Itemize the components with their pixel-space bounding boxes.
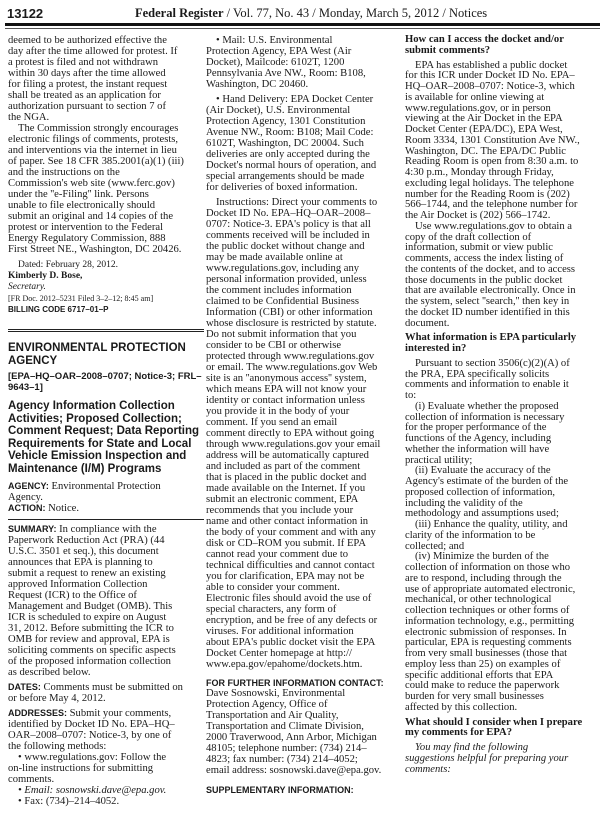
text-line: (i) Evaluate whether the proposed xyxy=(415,400,559,412)
text-line: • Email: sosnowski.dave@epa.gov. xyxy=(18,785,167,796)
text-line: number for the Reading Room is (202) xyxy=(405,188,570,200)
question-heading xyxy=(405,718,605,740)
paragraph xyxy=(405,222,605,330)
question-heading xyxy=(405,333,605,355)
list-item xyxy=(405,466,605,520)
text-line: Pennsylvania Ave NW., Room: B108, xyxy=(206,68,366,79)
text-line: from very small businesses (those that xyxy=(405,648,568,659)
text-line: or email. The www.regulations.gov Web xyxy=(206,362,378,373)
text-line: (iii) Enhance the quality, utility, and xyxy=(415,519,568,530)
text-line: email address: sosnowski.dave@epa.gov. xyxy=(206,765,382,776)
text-line: 566–1744, and the telephone number for xyxy=(405,199,578,211)
text-line: comments. xyxy=(8,774,55,785)
text-line: the NGA. xyxy=(8,112,50,123)
text-line: How can I access the docket and/or xyxy=(405,34,564,45)
text-line: Transportation and Air Quality, xyxy=(206,710,339,721)
text-line: • Fax: (734)–214–4052. xyxy=(18,796,120,807)
text-line: Request (ICR) to the Office of xyxy=(8,590,137,601)
text-line: electronic submission of responses. In xyxy=(405,626,567,638)
text-line: OAR–2008–0707: Notice-3, by one of xyxy=(8,730,172,741)
text-line: ENVIRONMENTAL PROTECTION xyxy=(8,342,186,354)
text-line: • Hand Delivery: EPA Docket Center xyxy=(216,94,374,105)
text-line: mechanical, or other technological xyxy=(405,594,552,606)
text-line: comments, access the index listing of xyxy=(405,253,564,264)
contact-field xyxy=(206,678,402,776)
paragraph xyxy=(8,35,204,123)
list-item xyxy=(405,402,605,467)
text-line: 6102T, Washington, DC 20004. Such xyxy=(206,138,364,149)
text-line: approved Information Collection xyxy=(8,579,148,590)
text-line: Comment Request; Data Reporting xyxy=(8,425,200,437)
text-line: those documents in the public docket xyxy=(405,274,563,286)
text-line: methodology and assumptions used; xyxy=(405,508,559,520)
text-line: 4:30 p.m., Monday through Friday, xyxy=(405,167,554,178)
text-line: comments received will be included in xyxy=(206,230,370,241)
text-line: functions of the Agency, including xyxy=(405,433,552,444)
text-line xyxy=(8,481,204,492)
text-line: • Mail: U.S. Environmental xyxy=(216,35,333,46)
text-line: submit a request to renew an existing xyxy=(8,568,166,579)
text-line: (ii) Evaluate the accuracy of the xyxy=(415,465,551,477)
text-line: Requirements for State and Local xyxy=(8,437,192,450)
text-line: The Commission strongly encourages xyxy=(18,123,179,134)
text-line: interested in? xyxy=(405,343,467,354)
dates-field xyxy=(8,682,204,704)
field-text: Comments must be submitted on xyxy=(40,682,183,693)
text-line: identified by Docket ID No. EPA–HQ– xyxy=(8,719,175,730)
text-line: 2000 Traverwood, Ann Arbor, Michigan xyxy=(206,732,377,743)
text-line: Information (CBI) or other information xyxy=(206,307,373,318)
text-line: Vehicle Emission Inspection and xyxy=(8,450,187,462)
summary-field xyxy=(8,524,204,678)
text-line xyxy=(8,708,204,719)
text-line: or before May 4, 2012. xyxy=(8,693,106,704)
text-line: is available for online viewing at xyxy=(405,91,545,103)
journal-name: Federal Register xyxy=(135,6,224,20)
text-line: claimed to be Confidential Business xyxy=(206,296,359,307)
text-line: EPA has established a public docket xyxy=(415,59,568,71)
text-line: day after the time allowed for protest. If xyxy=(8,46,178,57)
text-line: for the proper performance of the xyxy=(405,422,547,434)
issue-info: / Vol. 77, No. 43 / Monday, March 5, 2012 / Notices xyxy=(223,6,488,20)
text-line: identity or contact information unless xyxy=(206,395,365,406)
text-line xyxy=(8,524,204,535)
column-left xyxy=(8,35,204,807)
text-line: U.S.C. 3501 et seq.), this document xyxy=(8,546,159,557)
question-heading xyxy=(405,35,605,57)
paragraph xyxy=(8,123,204,255)
field-label: ADDRESSES: xyxy=(8,708,68,718)
text-line: announces that EPA is planning to xyxy=(8,557,153,568)
fr-doc-line: [FR Doc. 2012–5231 Filed 3–2–12; 8:45 am] xyxy=(8,294,154,303)
header-rule-thin xyxy=(5,28,600,29)
text-line: affected by this collection. xyxy=(405,701,518,713)
text-line: able to consider your comment. xyxy=(206,582,340,593)
text-line: document. xyxy=(405,317,450,329)
text-line: Protection Agency, 1301 Constitution xyxy=(206,116,366,127)
text-line: use of appropriate automated electronic, xyxy=(405,583,576,595)
text-line: Docket), Mailcode: 6102T, 1200 xyxy=(206,57,345,68)
text-line: Transportation and Climate Division, xyxy=(206,721,364,732)
text-line: name and other contact information in xyxy=(206,516,369,527)
agency-heading xyxy=(8,342,204,367)
text-line: to: xyxy=(405,390,417,401)
text-line: submit an original and 14 copies of the xyxy=(8,211,174,222)
text-line: Protection Agency, EPA West (Air xyxy=(206,46,352,57)
text-line: soliciting comments on specific aspects xyxy=(8,645,176,656)
field-text: Environmental Protection xyxy=(48,481,161,492)
text-line: for this ICR under Docket ID No. EPA– xyxy=(405,70,575,82)
text-line: site is an ''anonymous access'' system, xyxy=(206,373,367,384)
text-line: Washington, DC 20460. xyxy=(206,79,309,90)
text-line: technical difficulties and cannot contact xyxy=(206,560,375,571)
text-line: (iv) Minimize the burden of the xyxy=(415,551,549,563)
text-line: a protest is filed and not withdrawn xyxy=(8,57,159,68)
paragraph xyxy=(405,359,605,402)
text-line: Commission's web site (www.ferc.gov) xyxy=(8,178,175,189)
text-line: and interventions via the internet in lieu xyxy=(8,145,177,156)
text-line: within 30 days after the time allowed xyxy=(8,68,166,79)
running-head xyxy=(135,6,487,21)
page-number: 13122 xyxy=(7,6,44,21)
text-line: 4823; fax number: (734) 214–4052; xyxy=(206,754,358,765)
text-line: submit comments? xyxy=(405,44,491,56)
text-line: comments and information to enable it xyxy=(405,379,569,391)
text-line: Docket's normal hours of operation, and xyxy=(206,160,377,171)
text-line: viruses. For additional information xyxy=(206,626,354,637)
text-line: 9643–1] xyxy=(8,382,43,393)
text-line: consider to be CBI or otherwise xyxy=(206,340,342,351)
list-item xyxy=(405,552,605,713)
text-line: copy of the draft collection of xyxy=(405,231,532,243)
header-rule xyxy=(5,23,600,26)
text-line: www.epa.gov/epahome/dockets.htm. xyxy=(206,659,363,670)
text-line: particular, EPA is requesting comments xyxy=(405,637,572,649)
text-line: through www.regulations.gov your email xyxy=(206,439,381,450)
text-line: of the proposed information collection xyxy=(8,656,171,667)
text-line: may be made available online at xyxy=(206,252,343,263)
text-line: Instructions: Direct your comments to xyxy=(216,197,378,208)
text-line: could make to reduce the paperwork xyxy=(405,680,560,692)
text-line: First Street NE., Washington, DC 20426. xyxy=(8,244,182,255)
text-line: suggestions helpful for preparing your xyxy=(405,752,569,764)
text-line: address will be automatically captured xyxy=(206,450,369,461)
text-line: protected through www.regulations.gov xyxy=(206,351,375,362)
billing-code: BILLING CODE 6717–01–P xyxy=(8,305,109,314)
text-line: Docket Center (EPA/DC), EPA West, xyxy=(405,124,563,135)
instructions-paragraph xyxy=(206,197,402,670)
dated-line: Dated: February 28, 2012. xyxy=(18,260,118,270)
text-line: whether the information will have xyxy=(405,443,550,455)
text-line: You may find the following xyxy=(415,742,529,753)
text-line: proposed collection of information, xyxy=(405,486,556,498)
text-line: What information is EPA particularly xyxy=(405,332,577,344)
text-line: you for clarification, EPA may not be xyxy=(206,571,365,582)
text-line: Avenue NW., Room: B108; Mail Code: xyxy=(206,127,374,138)
text-line xyxy=(8,503,204,514)
text-line: 31, 2012. Before submitting the ICR to xyxy=(8,623,174,634)
text-line: disk or CD–ROM you submit. If EPA xyxy=(206,538,367,549)
divider xyxy=(8,519,204,520)
text-line: Agency's estimate of the burden of the xyxy=(405,476,569,487)
text-line: about EPA's public docket visit the EPA xyxy=(206,637,376,648)
text-line: you provide it in the body of your xyxy=(206,406,350,417)
text-line: burden for very small businesses xyxy=(405,691,544,702)
text-line: HQ–OAR–2008–0707: Notice-3, which xyxy=(405,81,575,92)
text-line: ICR is scheduled to expire on August xyxy=(8,612,167,623)
text-line: • www.regulations.gov: Follow the xyxy=(18,752,167,763)
text-line: are to respond, including through the xyxy=(405,572,562,584)
text-line: cannot read your comment due to xyxy=(206,549,349,560)
text-line: collection of information on those who xyxy=(405,562,571,573)
text-line: practical utility; xyxy=(405,454,473,466)
text-line: 0707: Notice-3. EPA's policy is that all xyxy=(206,219,371,230)
text-line: Room 3334, 1301 Constitution Ave NW., xyxy=(405,134,580,146)
text-line: Pursuant to section 3506(c)(2)(A) of xyxy=(415,357,570,369)
signer-name: Kimberly D. Bose, xyxy=(8,271,83,281)
field-text: In compliance with the xyxy=(56,524,157,535)
text-line: the comment includes information xyxy=(206,285,352,296)
text-line: that is placed in the public docket and xyxy=(206,472,367,483)
bullet-web xyxy=(8,752,204,785)
text-line: (Air Docket), U.S. Environmental xyxy=(206,105,351,116)
text-line: that are available electronically. Once in xyxy=(405,285,576,297)
text-line: www.regulations.gov, including any xyxy=(206,263,360,274)
column-right xyxy=(405,35,605,775)
text-line: collected; and xyxy=(405,540,465,552)
text-line: the system, select ''search,'' then key in xyxy=(405,296,570,307)
text-line: viewing at the Air Docket in the EPA xyxy=(405,113,563,125)
text-line: Agency. xyxy=(8,492,43,503)
text-line: Maintenance (I/M) Programs xyxy=(8,462,162,475)
text-line: Washington, DC. The EPA/DC Public xyxy=(405,145,567,157)
text-line: Docket Center homepage at http:// xyxy=(206,648,352,659)
text-line: collection of information is necessary xyxy=(405,411,565,423)
text-line: Use www.regulations.gov to obtain a xyxy=(415,220,573,232)
field-label: SUMMARY: xyxy=(8,524,57,534)
text-line: which means EPA will not know your xyxy=(206,384,367,395)
text-line: excluding legal holidays. The telephone xyxy=(405,177,574,189)
field-text: Notice. xyxy=(45,503,80,514)
text-line: comment directly to EPA without going xyxy=(206,428,375,439)
text-line: [EPA–HQ–OAR–2008–0707; Notice-3; FRL– xyxy=(8,371,202,382)
section-divider xyxy=(8,329,204,332)
text-line: the following methods: xyxy=(8,741,107,752)
text-line: deliveries are only accepted during the xyxy=(206,149,370,160)
text-line: the contents of the docket, and to access xyxy=(405,263,576,275)
text-line: Energy Regulatory Commission, 888 xyxy=(8,233,166,244)
text-line: for deliveries of boxed information. xyxy=(206,182,358,193)
text-line: Do not submit information that you xyxy=(206,329,357,340)
text-line: employ less than 25) on examples of xyxy=(405,658,561,670)
paragraph xyxy=(405,743,605,775)
supplementary-label: SUPPLEMENTARY INFORMATION: xyxy=(206,785,354,795)
docket-number xyxy=(8,371,204,393)
text-line: Reading Room is open from 8:30 a.m. to xyxy=(405,156,579,168)
text-line: 48105; telephone number: (734) 214– xyxy=(206,743,367,754)
addresses-field xyxy=(8,708,204,752)
text-line: on-line instructions for submitting xyxy=(8,763,154,774)
text-line: my comments for EPA? xyxy=(405,727,512,739)
text-line: information technology, e.g., permitting xyxy=(405,615,575,627)
text-line: under the ''e-Filing'' link. Persons xyxy=(8,189,149,200)
paragraph xyxy=(405,61,605,222)
text-line: Activities; Proposed Collection; xyxy=(8,412,182,425)
text-line: protest or intervention to the Federal xyxy=(8,222,164,233)
agency-field xyxy=(8,481,204,503)
text-line: Management and Budget (OMB). This xyxy=(8,601,173,612)
field-text: Submit your comments, xyxy=(67,708,172,719)
text-line: special characters, any form of xyxy=(206,604,337,615)
text-line: Protection Agency, Office of xyxy=(206,699,328,710)
text-line: recommends that you include your xyxy=(206,505,354,516)
text-line: special arrangements should be made xyxy=(206,171,365,182)
bullet-fax xyxy=(8,796,204,807)
text-line: clarity of the information to be xyxy=(405,529,536,541)
text-line: submit an electronic comment, EPA xyxy=(206,494,359,505)
text-line: collection techniques or other forms of xyxy=(405,605,570,616)
bullet-hand-delivery xyxy=(206,94,402,193)
text-line: Paperwork Reduction Act (PRA) (44 xyxy=(8,535,165,546)
text-line: electronic filings of comments, protests, xyxy=(8,134,179,145)
text-line: of paper. See 18 CFR 385.2001(a)(1) (iii) xyxy=(8,156,184,167)
text-line: specific additional efforts that EPA xyxy=(405,669,554,681)
column-middle xyxy=(206,35,402,795)
text-line: Dave Sosnowski, Environmental xyxy=(206,688,346,699)
text-line: the PRA, EPA specifically solicits xyxy=(405,368,550,380)
signer-title: Secretary. xyxy=(8,282,46,292)
text-line: and the instructions on the xyxy=(8,167,120,178)
text-line: comment. If you send an email xyxy=(206,417,338,428)
action-field xyxy=(8,503,204,514)
text-line: made available on the Internet. If you xyxy=(206,483,366,494)
bullet-email xyxy=(8,785,204,796)
text-line: including the validity of the xyxy=(405,497,523,509)
text-line: as described below. xyxy=(8,667,91,678)
text-line: deemed to be authorized effective the xyxy=(8,35,167,46)
notice-title xyxy=(8,400,204,475)
text-line: Docket ID No. EPA–HQ–OAR–2008– xyxy=(206,208,371,219)
text-line: for filing a protest, the instant request xyxy=(8,79,168,90)
field-label: AGENCY: xyxy=(8,481,49,491)
text-line: the body of your comment and with any xyxy=(206,527,376,538)
text-line: What should I consider when I prepare xyxy=(405,716,583,728)
field-label: FOR FURTHER INFORMATION CONTACT: xyxy=(206,678,384,688)
list-item xyxy=(405,520,605,552)
text-line: shall be treated as an application for xyxy=(8,90,161,101)
text-line xyxy=(8,682,204,693)
text-line: and included as part of the comment xyxy=(206,461,361,472)
field-label: ACTION: xyxy=(8,503,46,513)
text-line: personal information provided, unless xyxy=(206,274,367,285)
bullet-mail xyxy=(206,35,402,90)
text-line: comments: xyxy=(405,763,451,775)
text-line: the Air Docket is (202) 566–1742. xyxy=(405,210,551,221)
text-line: unable to file electronically should xyxy=(8,200,156,211)
field-label: DATES: xyxy=(8,682,41,692)
text-line: the docket ID number identified in this xyxy=(405,306,570,318)
text-line: information, submit or view public xyxy=(405,242,553,254)
text-line: AGENCY xyxy=(8,354,58,367)
text-line: authorization pursuant to section 7 of xyxy=(8,101,166,112)
text-line: the public docket without change and xyxy=(206,241,365,252)
text-line: encryption, and be free of any defects or xyxy=(206,615,378,626)
text-line: www.regulations.gov, or in person xyxy=(405,102,551,114)
text-line: OMB for review and approval, EPA is xyxy=(8,634,170,645)
text-line: Agency Information Collection xyxy=(8,400,175,412)
text-line: Electronic files should avoid the use of xyxy=(206,593,372,604)
text-line: whose disclosure is restricted by statute. xyxy=(206,318,377,329)
